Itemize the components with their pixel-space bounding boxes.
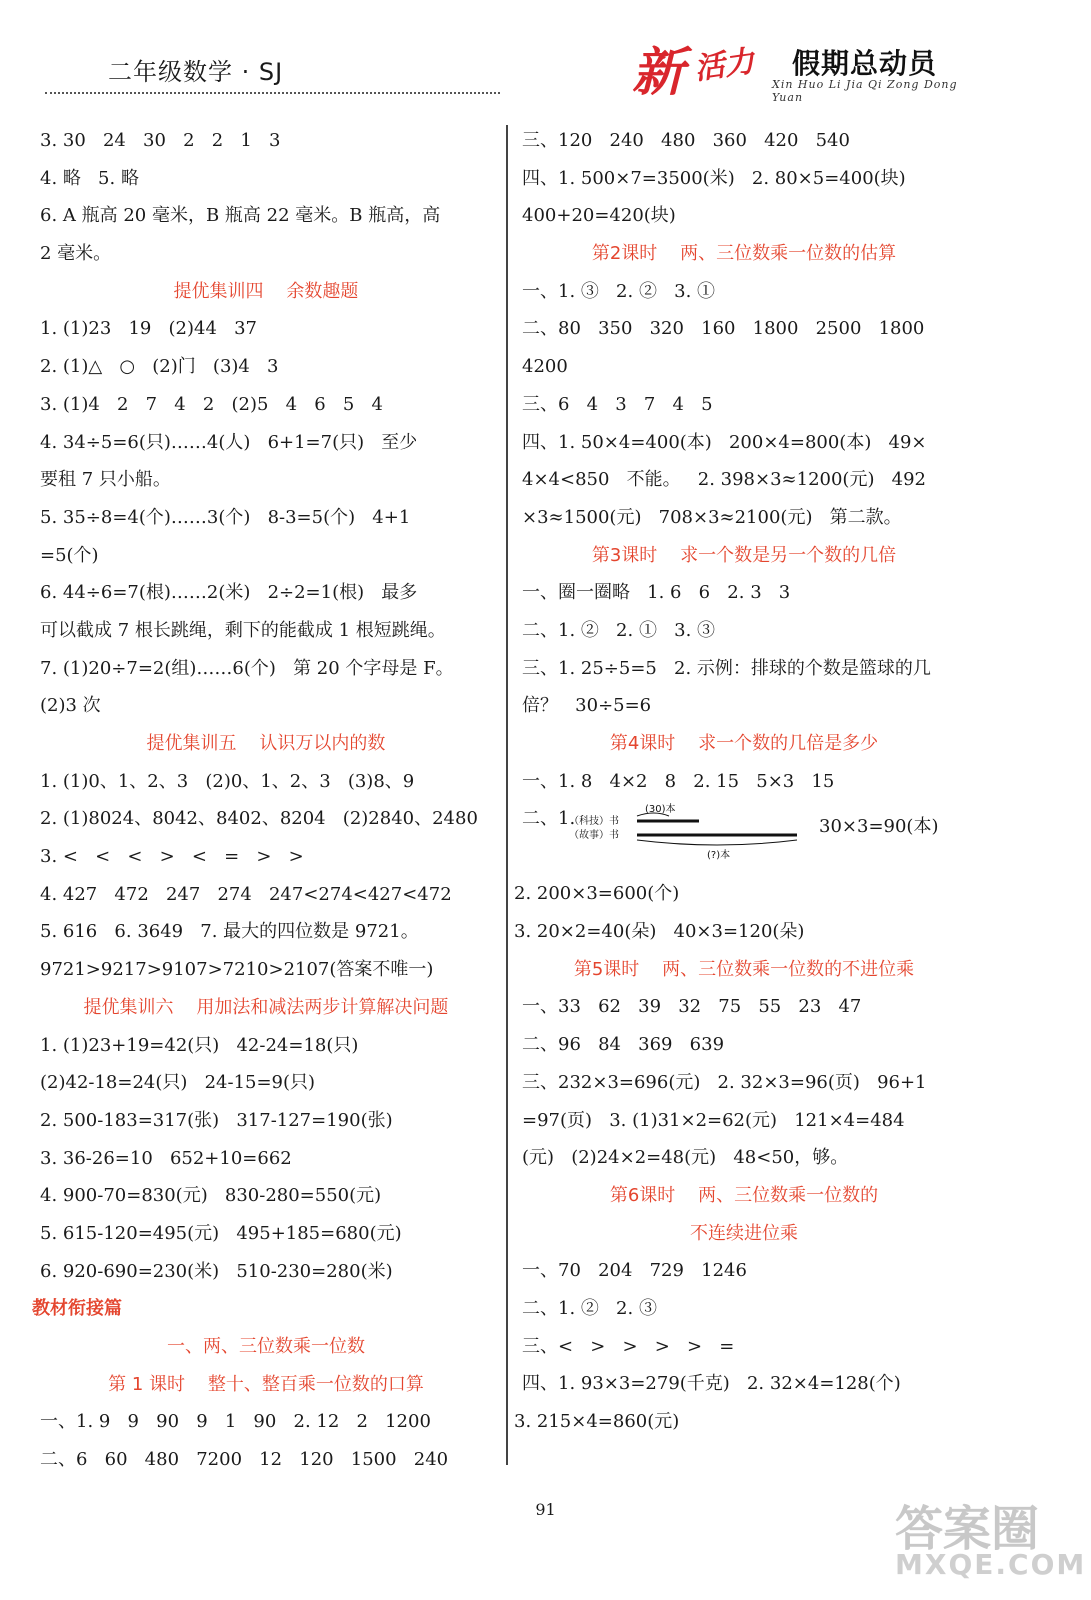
section-title: 提优集训六 用加法和减法两步计算解决问题 [83,996,449,1018]
answer-line: 一、33 62 39 32 75 55 23 47 [522,996,862,1018]
section-title: 提优集训四 余数趣题 [173,280,359,302]
answer-line: 一、1. 9 9 90 9 1 90 2. 12 2 1200 [40,1411,431,1433]
answer-line: 6. A 瓶高 20 毫米，B 瓶高 22 毫米。B 瓶高，高 [40,205,441,227]
lesson-title: 第2课时 两、三位数乘一位数的估算 [591,243,897,265]
answer-line: 二、1. ② 2. ③ [522,1297,657,1319]
answer-line: 1. (1)23 19 (2)44 37 [40,318,258,340]
column-divider [506,125,508,1465]
brand-logo [632,30,977,104]
answer-line: 四、1. 500×7=3500(米) 2. 80×5=400(块) [522,167,906,189]
line-segment-diagram [514,800,974,875]
answer-line: 2. (1)△ ○ (2)门 (3)4 3 [40,356,279,378]
lesson-title: 第 1 课时 整十、整百乘一位数的口算 [108,1373,424,1395]
diagram-bottom-label: (?)本 [707,850,731,862]
answer-line: 4. 900-70=830(元) 830-280=550(元) [40,1185,382,1207]
left-column [32,122,500,1479]
answer-line: 要租 7 只小船。 [40,469,171,491]
answer-line: 5. 616 6. 3649 7. 最大的四位数是 9721。 [40,921,419,943]
diagram-label-story: （故事）书 [569,830,619,842]
answer-line: 5. 615-120=495(元) 495+185=680(元) [40,1222,402,1244]
answer-line: 3. (1)4 2 7 4 2 (2)5 4 6 5 4 [40,393,383,415]
lesson-title: 第3课时 求一个数是另一个数的几倍 [591,544,897,566]
answer-line: 一、1. 8 4×2 8 2. 15 5×3 15 [522,770,835,792]
header-divider [45,92,500,94]
answer-line: 倍？ 30÷5=6 [522,695,652,717]
answer-line: 4. 427 472 247 274 247<274<427<472 [40,883,452,905]
answer-line: 三、120 240 480 360 420 540 [522,130,850,151]
answer-line: 二、6 60 480 7200 12 120 1500 240 [40,1449,449,1471]
answer-line: =5(个) [40,544,99,566]
answer-line: 2. 500-183=317(张) 317-127=190(张) [40,1109,393,1131]
answer-line: 6. 920-690=230(米) 510-230=280(米) [40,1260,393,1282]
diagram-bottom-brace [637,840,797,845]
answer-line: (元) (2)24×2=48(元) 48<50，够。 [522,1147,849,1169]
logo-pinyin: Xin Huo Li Jia Qi Zong Dong Yuan [772,78,958,104]
diagram-label-prefix: 二、1. [522,808,576,830]
answer-line: 3. 215×4=860(元) [514,1411,680,1432]
answer-line: 4200 [522,356,568,378]
logo-xin: 新 [632,42,685,103]
lesson-title: 第5课时 两、三位数乘一位数的不进位乘 [573,958,915,980]
answer-line: 三、< > > > > = [522,1335,735,1357]
answer-line: 2. (1)8024、8042、8402、8204 (2)2840、2480 [40,808,478,830]
answer-line: 400+20=420(块) [522,205,676,227]
answer-line: 2 毫米。 [40,243,112,265]
answer-line: 3. 36-26=10 652+10=662 [40,1147,292,1169]
answer-line: (2)42-18=24(只) 24-15=9(只) [40,1072,316,1094]
answer-line: 二、96 84 369 639 [522,1034,725,1056]
answer-line: 三、1. 25÷5=5 2. 示例：排球的个数是篮球的几 [522,657,931,679]
section-title: 提优集训五 认识万以内的数 [146,733,386,754]
answer-line: 4×4<850 不能。 2. 398×3≈1200(元) 492 [522,469,926,491]
diagram-top-label: (30)本 [645,804,676,816]
answer-line: 一、圈一圈略 1. 6 6 2. 3 3 [522,582,791,604]
watermark-logo: 答案圈 [895,1501,1040,1557]
answer-line: 3. 30 24 30 2 2 1 3 [40,130,281,151]
answer-line: (2)3 次 [40,695,101,717]
answer-line: 1. (1)0、1、2、3 (2)0、1、2、3 (3)8、9 [40,770,415,792]
lesson-title: 第6课时 两、三位数乘一位数的 [609,1184,879,1206]
answer-line: 4. 略 5. 略 [40,167,139,189]
answer-line: 三、232×3=696(元) 2. 32×3=96(页) 96+1 [522,1071,927,1093]
answer-line: ×3≈1500(元) 708×3≈2100(元) 第二款。 [522,506,902,528]
answer-line: 3. < < < > < = > > [40,846,304,868]
diagram-equation: 30×3=90(本) [819,816,939,838]
lesson-title: 第4课时 求一个数的几倍是多少 [609,733,879,754]
answer-line: =97(页) 3. (1)31×2=62(元) 121×4=484 [522,1109,905,1131]
watermark-url: MXQE.COM [895,1548,1087,1581]
answer-line: 二、1. ② 2. ① 3. ③ [522,619,716,641]
diagram-label-science: （科技）书 [569,816,619,828]
answer-line: 二、80 350 320 160 1800 2500 1800 [522,318,925,340]
answer-line: 三、6 4 3 7 4 5 [522,393,713,415]
answer-line: 1. (1)23+19=42(只) 42-24=18(只) [40,1034,359,1056]
answer-line: 四、1. 50×4=400(本) 200×4=800(本) 49× [522,431,927,453]
answer-line: 可以截成 7 根长跳绳，剩下的能截成 1 根短跳绳。 [40,619,446,641]
answer-line: 一、1. ③ 2. ② 3. ① [522,280,716,302]
part-title: 教材衔接篇 [32,1298,122,1320]
answer-line: 7. (1)20÷7=2(组)……6(个) 第 20 个字母是 F。 [40,657,454,679]
right-column [514,122,974,1441]
logo-huoli: 活力 [692,43,757,87]
logo-main-text: 假期总动员 [792,47,938,80]
answer-line: 3. 20×2=40(朵) 40×3=120(朵) [514,921,805,943]
answer-line: 9721>9217>9107>7210>2107(答案不唯一) [40,959,434,981]
unit-title: 一、两、三位数乘一位数 [167,1336,365,1357]
page-number: 91 [535,1500,556,1519]
answer-line: 四、1. 93×3=279(千克) 2. 32×4=128(个) [522,1373,901,1395]
answer-line: 6. 44÷6=7(根)……2(米) 2÷2=1(根) 最多 [40,582,418,604]
lesson-title-cont: 不连续进位乘 [690,1222,798,1244]
answer-line: 2. 200×3=600(个) [514,883,680,905]
book-title: 二年级数学 · SJ [108,58,284,86]
answer-line: 5. 35÷8=4(个)……3(个) 8-3=5(个) 4+1 [40,506,411,528]
answer-line: 一、70 204 729 1246 [522,1260,747,1282]
answer-line: 4. 34÷5=6(只)……4(人) 6+1=7(只) 至少 [40,431,418,453]
